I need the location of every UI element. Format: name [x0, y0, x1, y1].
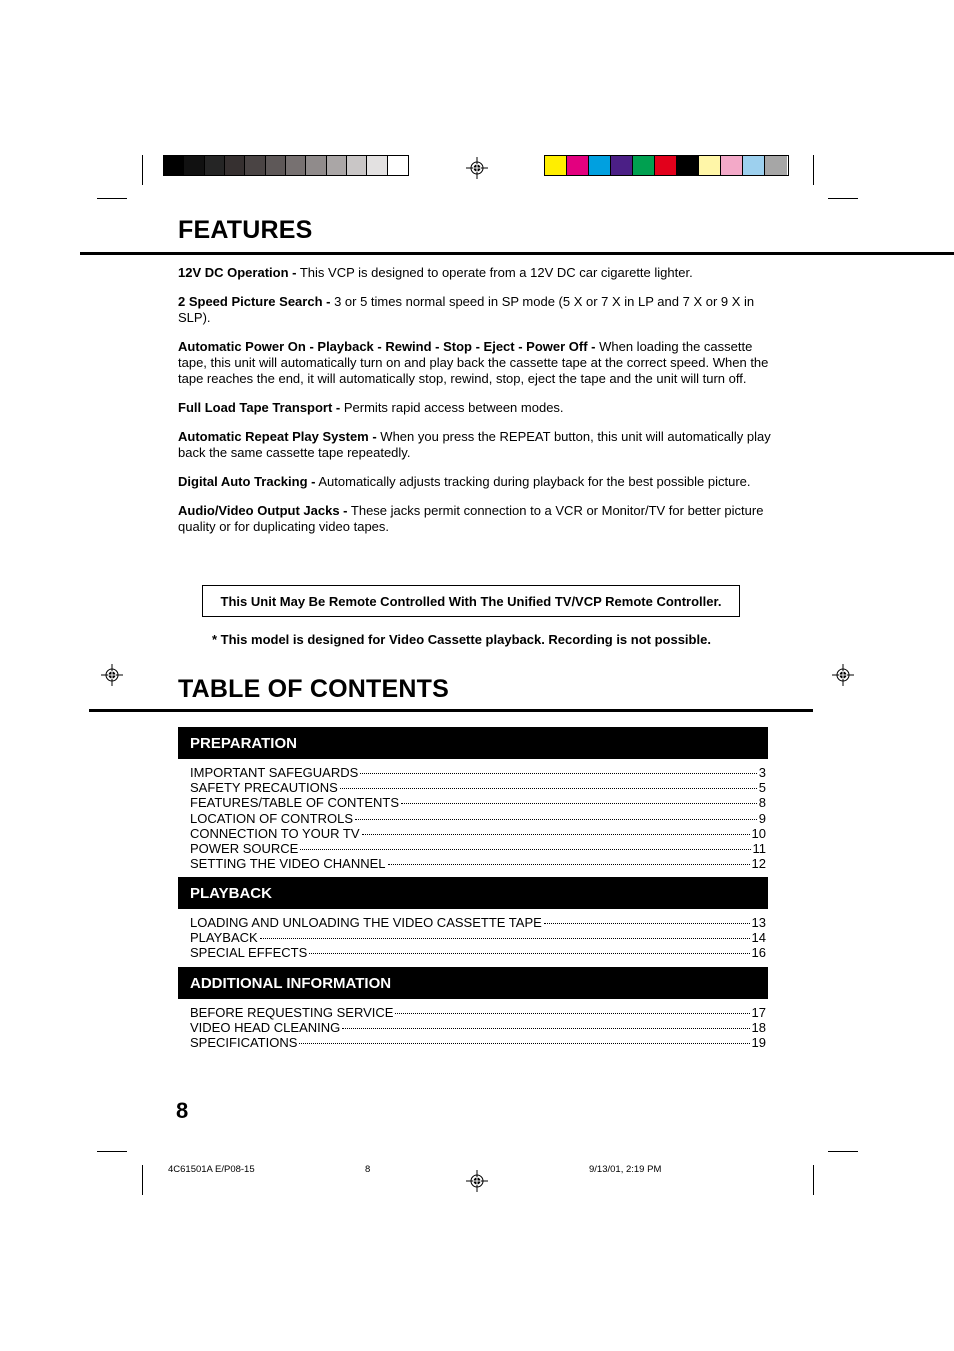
model-note: * This model is designed for Video Cassette playback. Recording is not possible. — [212, 632, 711, 647]
feature-item — [178, 339, 774, 387]
color-swatch — [655, 156, 677, 175]
feature-description: When you press the REPEAT button, this unit will automatically play back the same cassette tape repeatedly. — [178, 429, 771, 460]
toc-list — [178, 999, 768, 1051]
color-swatch — [765, 156, 787, 175]
feature-description: This VCP is designed to operate from a 12V DC car cigarette lighter. — [296, 265, 693, 280]
toc-leader-dots — [355, 819, 757, 820]
toc-leader-dots — [360, 773, 756, 774]
toc-entry-title: VIDEO HEAD CLEANING — [190, 1020, 341, 1036]
toc-entry — [190, 1020, 766, 1035]
toc-entry-title: PLAYBACK — [190, 930, 258, 946]
feature-description: Automatically adjusts tracking during playback for the best possible picture. — [315, 474, 751, 489]
toc-entry-page: 8 — [758, 795, 766, 811]
color-calibration-bar — [544, 155, 789, 176]
registration-mark-icon — [466, 1170, 488, 1192]
toc-entry — [190, 945, 766, 960]
color-swatch — [347, 156, 367, 175]
toc-leader-dots — [401, 803, 757, 804]
toc-entry-page: 16 — [751, 945, 766, 961]
color-swatch — [388, 156, 408, 175]
feature-title: Full Load Tape Transport - — [178, 400, 341, 415]
toc-entry-page: 10 — [751, 825, 766, 841]
color-swatch — [677, 156, 699, 175]
toc-entry — [190, 780, 766, 795]
toc-entry-page: 3 — [758, 765, 766, 780]
feature-description: 3 or 5 times normal speed in SP mode (5 X or 7 X in LP and 7 X or 9 X in SLP). — [178, 294, 755, 325]
feature-item — [178, 400, 774, 416]
feature-title: 2 Speed Picture Search - — [178, 294, 331, 309]
color-swatch — [164, 156, 184, 175]
toc-entry-page: 13 — [751, 915, 766, 930]
toc-entry-page: 14 — [751, 930, 766, 946]
toc-section-playback — [178, 877, 768, 961]
feature-description: These jacks permit connection to a VCR or Monitor/TV for better picture quality or for duplicating video tapes. — [178, 503, 764, 534]
toc-entry-page: 9 — [758, 810, 766, 826]
page-number: 8 — [176, 1098, 189, 1123]
feature-item — [178, 503, 774, 535]
color-swatch — [611, 156, 633, 175]
remote-control-note: This Unit May Be Remote Controlled With The Unified TV/VCP Remote Controller. — [202, 585, 740, 617]
toc-leader-dots — [395, 1013, 749, 1014]
color-swatch — [225, 156, 245, 175]
feature-title: Audio/Video Output Jacks - — [178, 503, 348, 518]
toc-entry-title: LOADING AND UNLOADING THE VIDEO CASSETTE TAPE — [190, 915, 542, 930]
toc-leader-dots — [300, 849, 750, 850]
toc-entry-page: 11 — [752, 841, 766, 857]
toc-leader-dots — [544, 923, 750, 924]
toc-entry-title: POWER SOURCE — [190, 841, 299, 857]
color-swatch — [266, 156, 286, 175]
color-swatch — [743, 156, 765, 175]
color-swatch — [633, 156, 655, 175]
toc-leader-dots — [309, 953, 749, 954]
toc-entry — [190, 1035, 766, 1050]
color-swatch — [184, 156, 204, 175]
footer-file-code: 4C61501A E/P08-15 — [168, 1164, 255, 1175]
feature-title: Automatic Repeat Play System - — [178, 429, 377, 444]
registration-mark-icon — [466, 157, 488, 179]
registration-mark-icon — [832, 664, 854, 686]
feature-title: Digital Auto Tracking - — [178, 474, 316, 489]
toc-section-header: PLAYBACK — [178, 877, 768, 909]
crop-mark — [813, 1165, 814, 1195]
toc-section-header: PREPARATION — [178, 727, 768, 759]
color-swatch — [205, 156, 225, 175]
toc-entry-title: LOCATION OF CONTROLS — [190, 810, 353, 826]
toc-entry — [190, 856, 766, 871]
color-swatch — [545, 156, 567, 175]
toc-entry — [190, 1005, 766, 1020]
footer-page: 8 — [365, 1164, 371, 1175]
feature-item — [178, 265, 774, 281]
toc-section-preparation — [178, 727, 768, 871]
crop-mark — [142, 1165, 143, 1195]
feature-description: Permits rapid access between modes. — [340, 400, 564, 415]
toc-entry — [190, 765, 766, 780]
toc-entry-page: 19 — [751, 1035, 766, 1051]
toc-entry-title: BEFORE REQUESTING SERVICE — [190, 1005, 394, 1020]
features-heading: FEATURES — [178, 216, 313, 244]
toc-leader-dots — [340, 788, 757, 789]
feature-title: Automatic Power On - Playback - Rewind - Stop - Eject - Power Off - — [178, 339, 596, 354]
toc-list — [178, 759, 768, 871]
features-rule — [80, 252, 954, 255]
toc-entry-title: SAFETY PRECAUTIONS — [190, 780, 338, 796]
toc-entry-page: 18 — [751, 1020, 766, 1036]
feature-item — [178, 474, 774, 490]
toc-entry-page: 12 — [751, 856, 766, 872]
toc-leader-dots — [299, 1043, 749, 1044]
toc-entry — [190, 795, 766, 810]
footer-timestamp: 9/13/01, 2:19 PM — [589, 1164, 662, 1175]
toc-leader-dots — [362, 834, 750, 835]
color-swatch — [327, 156, 347, 175]
toc-entry-title: FEATURES/TABLE OF CONTENTS — [190, 795, 399, 811]
toc-entry — [190, 841, 766, 856]
crop-mark — [97, 198, 127, 199]
gray-scale-bar — [163, 155, 409, 176]
crop-mark — [97, 1151, 127, 1152]
toc-entry-title: IMPORTANT SAFEGUARDS — [190, 765, 359, 780]
crop-mark — [828, 1151, 858, 1152]
feature-item — [178, 294, 774, 326]
color-swatch — [721, 156, 743, 175]
features-list — [178, 265, 774, 548]
toc-rule — [89, 709, 813, 712]
toc-entry-title: SPECIAL EFFECTS — [190, 945, 308, 961]
toc-leader-dots — [260, 938, 750, 939]
toc-entry — [190, 826, 766, 841]
toc-entry-title: SPECIFICATIONS — [190, 1035, 298, 1051]
color-swatch — [699, 156, 721, 175]
toc-section-additional-information — [178, 967, 768, 1051]
toc-entry-title: SETTING THE VIDEO CHANNEL — [190, 856, 386, 872]
toc-entry — [190, 811, 766, 826]
color-swatch — [589, 156, 611, 175]
toc-entry — [190, 930, 766, 945]
feature-description: When loading the cassette tape, this unit will automatically turn on and play back the cassette tape at the correct speed. When the tape reaches the end, it will automatically stop, rewind, stop, eject the tape and the unit will turn off. — [178, 339, 769, 386]
toc-list — [178, 909, 768, 961]
color-swatch — [567, 156, 589, 175]
crop-mark — [813, 155, 814, 185]
color-swatch — [245, 156, 265, 175]
toc-entry-title: CONNECTION TO YOUR TV — [190, 825, 360, 841]
toc-leader-dots — [342, 1028, 749, 1029]
feature-item — [178, 429, 774, 461]
color-swatch — [306, 156, 326, 175]
toc-heading: TABLE OF CONTENTS — [178, 675, 449, 703]
toc-entry-page: 17 — [751, 1005, 766, 1020]
color-swatch — [286, 156, 306, 175]
feature-title: 12V DC Operation - — [178, 265, 297, 280]
toc-section-header: ADDITIONAL INFORMATION — [178, 967, 768, 999]
crop-mark — [828, 198, 858, 199]
toc-leader-dots — [388, 864, 750, 865]
registration-mark-icon — [101, 664, 123, 686]
toc-entry — [190, 915, 766, 930]
color-swatch — [367, 156, 387, 175]
toc-entry-page: 5 — [758, 780, 766, 796]
crop-mark — [142, 155, 143, 185]
